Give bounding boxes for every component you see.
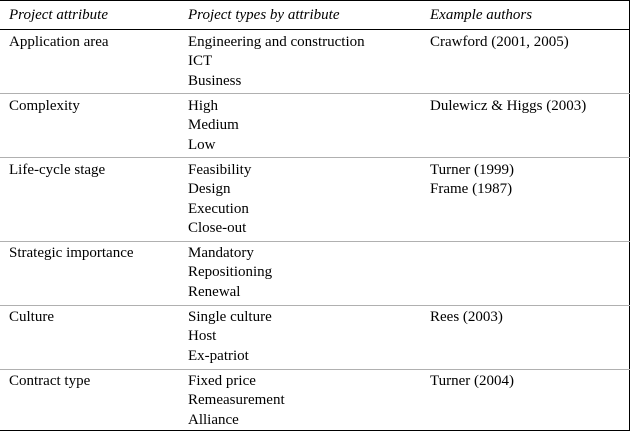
type-item: Medium <box>188 117 239 134</box>
table-row <box>0 161 630 242</box>
type-item: Fixed price <box>188 373 256 389</box>
type-item: Mandatory <box>188 245 254 261</box>
type-item: Remeasurement <box>188 392 285 409</box>
table-header-row <box>0 0 630 30</box>
type-item: Renewal <box>188 283 241 300</box>
authors-cell <box>430 97 586 116</box>
attribute-cell: Application area <box>9 34 109 50</box>
row-divider <box>0 241 630 242</box>
header-project-attribute: Project attribute <box>9 7 109 23</box>
type-item: ICT <box>188 53 213 70</box>
attribute-cell: Strategic importance <box>9 245 134 261</box>
author-item: Turner (1999) <box>430 162 515 178</box>
type-item: Business <box>188 72 242 89</box>
type-item: Alliance <box>188 411 239 428</box>
row-divider <box>0 369 630 370</box>
types-cell <box>188 308 272 366</box>
types-cell <box>188 33 365 91</box>
attribute-cell: Complexity <box>9 98 80 114</box>
type-item: Ex-patriot <box>188 347 249 364</box>
type-item: Low <box>188 136 216 153</box>
authors-cell <box>430 308 503 327</box>
author-item: Frame (1987) <box>430 181 513 198</box>
row-divider <box>0 93 630 94</box>
types-cell <box>188 97 239 155</box>
author-item: Crawford (2001, 2005) <box>430 34 569 50</box>
attribute-cell: Life-cycle stage <box>9 162 106 178</box>
author-item: Dulewicz & Higgs (2003) <box>430 98 587 114</box>
type-item: Host <box>188 328 217 345</box>
type-item: Engineering and construction <box>188 34 365 50</box>
types-cell <box>188 372 285 430</box>
table-row <box>0 97 630 158</box>
author-item: Turner (2004) <box>430 373 515 389</box>
authors-cell <box>430 33 569 52</box>
types-cell <box>188 244 272 302</box>
type-item: Execution <box>188 200 249 217</box>
type-item: Repositioning <box>188 264 273 281</box>
attribute-cell: Contract type <box>9 373 91 389</box>
table-row <box>0 308 630 370</box>
row-divider <box>0 157 630 158</box>
type-item: High <box>188 98 218 114</box>
types-cell <box>188 161 251 238</box>
table-row <box>0 33 630 94</box>
type-item: Feasibility <box>188 162 252 178</box>
header-example-authors: Example authors <box>430 7 533 23</box>
authors-cell <box>430 161 514 200</box>
header-project-types: Project types by attribute <box>188 7 340 23</box>
author-item: Rees (2003) <box>430 309 503 325</box>
type-item: Design <box>188 181 231 198</box>
type-item: Single culture <box>188 309 272 325</box>
attribute-cell: Culture <box>9 309 54 325</box>
row-divider <box>0 305 630 306</box>
type-item: Close-out <box>188 219 247 236</box>
authors-cell <box>430 372 514 391</box>
table-row <box>0 244 630 306</box>
table-row <box>0 372 630 431</box>
